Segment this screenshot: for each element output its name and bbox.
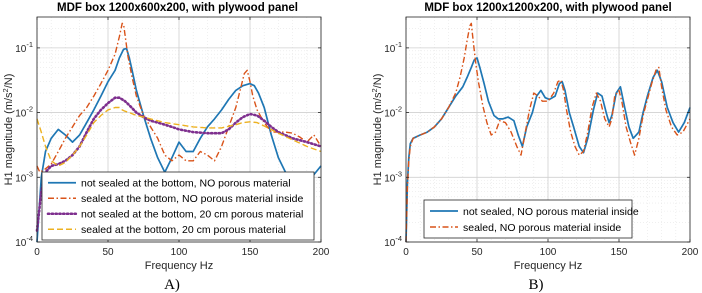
chart-a-ylabel: [1, 74, 15, 186]
x-tick-label: 150: [610, 247, 628, 258]
legend-entry-3: not sealed at the bottom, 20 cm porous material: [81, 208, 304, 221]
y-tick-label: $10^{-4}$: [384, 234, 402, 249]
panel-a-label: A): [164, 277, 180, 293]
legend-entry-1: not sealed at the bottom, NO porous material: [81, 177, 291, 190]
chart-b-ylabel-main: H1 magnitude (m/s: [372, 92, 384, 186]
x-tick-label: 50: [471, 247, 483, 258]
chart-b-ylabel: [370, 74, 384, 186]
x-tick-label: 0: [403, 247, 409, 258]
y-tick-label: $10^{-1}$: [15, 39, 33, 55]
x-tick-label: 200: [312, 247, 330, 258]
chart-a-ylabel-sup: 2: [1, 88, 10, 93]
panel-b-label: B): [528, 277, 544, 293]
chart-b-title: MDF box 1200x1200x200, with plywood panel: [424, 2, 672, 14]
legend-entry-1: not sealed, NO porous material inside: [463, 205, 639, 218]
y-tick-label: $10^{-3}$: [384, 169, 402, 185]
x-tick-label: 100: [539, 247, 557, 258]
chart-a-ylabel-end: /N): [3, 73, 15, 89]
panel-a: [1, 2, 330, 293]
chart-b-xlabel: Frequency Hz: [513, 260, 583, 272]
chart-b-legend: [424, 200, 639, 238]
legend-entry-4: sealed at the bottom, 20 cm porous material: [81, 224, 286, 237]
x-tick-label: 150: [241, 247, 259, 258]
x-tick-label: 50: [102, 247, 114, 258]
y-tick-label: $10^{-4}$: [15, 234, 33, 249]
y-tick-label: $10^{-3}$: [15, 169, 33, 185]
x-tick-label: 200: [681, 247, 699, 258]
legend-entry-2: sealed, NO porous material inside: [463, 221, 622, 234]
panel-b: [370, 2, 699, 293]
y-tick-label: $10^{-2}$: [384, 104, 402, 120]
legend-entry-2: sealed at the bottom, NO porous material inside: [81, 193, 304, 206]
y-tick-label: $10^{-2}$: [15, 104, 33, 120]
x-tick-label: 100: [170, 247, 188, 258]
chart-a-legend: [42, 172, 314, 240]
x-tick-label: 0: [34, 247, 40, 258]
chart-b-ylabel-end: /N): [372, 73, 384, 89]
chart-a-ylabel-main: H1 magnitude (m/s: [3, 92, 15, 186]
chart-a-title: MDF box 1200x600x200, with plywood panel: [57, 2, 298, 14]
chart-b-ylabel-sup: 2: [370, 88, 379, 93]
y-tick-label: $10^{-1}$: [384, 39, 402, 55]
chart-a-xlabel: Frequency Hz: [144, 260, 214, 272]
